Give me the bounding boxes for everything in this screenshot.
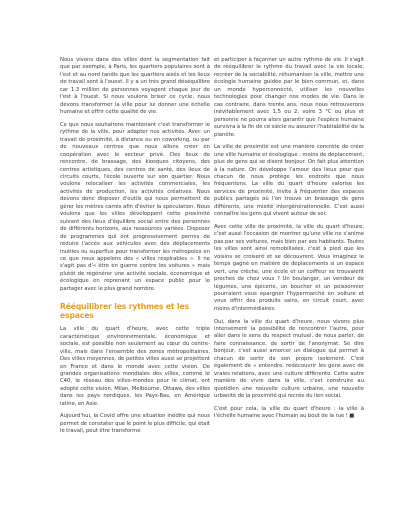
body-paragraph: Aujourd'hui, la Covid offre une situation inédite qui nous permet de constater que le point le plus difficile, qui était le travail, peut être transformé (60, 413, 210, 435)
left-text-column (60, 57, 210, 441)
body-paragraph: La ville du quart d'heure, avec cette triple caractéristique environnementale, économique et sociale, est possible non seulement au cœur du centre-ville, mais dans l'ensemble des zones métropolitaines. Des villes moyennes, de petites villes aussi se projettent en France et dans le monde avec cette vision. De grandes organisations mondiales des villes, comme le C40, le réseau des villes-mondes pour le climat, ont adopté cette vision. Milan, Melbourne, Ottawa, des villes dans les pays nordiques, les Pays-Bas, en Amérique latine, en Asie. (60, 326, 210, 407)
body-paragraph: Oui, dans la ville du quart d'heure, nous vivons plus intensément la possibilité de rencontrer l'autre, pour aller dans le sens du respect mutuel, de nous parler, de faire connaissance, de sortir de l'anonymat. Se dire bonjour, c'est aussi amorcer un dialogue qui permet à chacun de sortir de son propre isolement. C'est également de « entendre, redécouvrir les gens avec de vraies relations, avec une culture différente. Cette autre manière de vivre dans la ville, c'est construire au quotidien une nouvelle culture urbaine, une nouvelle urbanité de la proximité qui recrée du lien social. (214, 318, 364, 400)
body-paragraph: La ville de proximité est une manière concrète de créer une ville humaine et écologique : moins de déplacement, plus de gens qui se disent bonjour. On fait plus attention à la nature. On développe l'amour des lieux pour que chacun de nous protège les endroits que nous fréquentons. La ville du quart d'heure valorise les services de proximité, invite à fréquenter des espaces publics partagés où l'on trouve un brassage de gens différents, une mixité intergénérationnelle. C'est aussi connaître les gens qui vivent autour de soi. (214, 144, 364, 218)
body-paragraph: C'est pour cela, la ville du quart d'heure : la ville à l'échelle humaine avec l'humain au bout de la rue ! ■ (214, 405, 364, 420)
right-text-column (214, 57, 364, 426)
body-paragraph: Ce que nous souhaitons maintenant c'est transformer le rythme de la ville, pour adapter nos activités. Avec un travail de proximité, à distance ou en coworking, ou par de nouveaux centres que nous allons créer en coopération avec le secteur privé. Des lieux de rencontre, de brassage, des kiosques citoyens, des centres artistiques, des centres de santé, des lieux de circuits courts, l'école ouverte sur son quartier. Nous voulons relocaliser les activités commerciales, les activités de production, les activités créatives. Nous devons donc disposer d'outils qui nous permettent de gérer les mètres carrés afin d'éviter la spéculation. Nous voulons que les villes développent cette proximité suivant des lieux d'équilibre social entre des personnes de différents horizons, aux ressources variées. Disposer de programmes qui ont progressivement permis de réduire l'accès aux véhicules avec des déplacements inutiles ou superflus pour transformer les métropoles en ce que nous appelons des « villes respirables ». Il ne s'agit pas d'« être en guerre contre les voitures » mais plutôt de régénérer une activité sociale, économique et écologique en reprenant un espace public pour le partager avec le plus grand nombre. (60, 121, 210, 292)
body-paragraph: Avec cette ville de proximité, la ville du quart d'heure, c'est aussi l'occasion de montrer qu'une ville ne s'anime pas par ses voitures, mais bien par ses habitants. Toutes les villes sont ainsi remobilisées, c'est à pied que les voisins se croisent et se découvrent. Vous imaginez le temps gagné en matière de déplacements si un espace vert, une crèche, une école et un coiffeur se trouvaient proches de chez vous ? Un boulanger, un vendeur de légumes, une épicerie, un boucher et un poissonnier pourraient vous épargner l'hypermarché en voiture et vous offrir des produits sains, en circuit court, avec moins d'intermédiaires. (214, 223, 364, 312)
body-paragraph: et participer à façonner un autre rythme de vie. Il s'agit de rééquilibrer le rythme du travail avec la vie locale, recréer de la sociabilité, réhumaniser la ville, mettre une écologie humaine guidée par le bien commun, et, dans un monde hyperconnecté, utiliser les nouvelles technologies pour changer nos modes de vie. Dans le cas contraire, dans trente ans, nous nous retrouverons inévitablement avec 1,5 ou 2, voire 3 °C ou plus et personne ne pourra alors garantir que l'espèce humaine survivra à la fin de ce siècle ou assurer l'habitabilité de la planète. (214, 57, 364, 138)
body-paragraph: Nous vivons dans des villes dont la segmentation fait que par exemple, à Paris, les quartiers populaires sont à l'est et au nord tandis que les quartiers aisés et les lieux de travail sont à l'ouest. Il y a un très grand déséquilibre car 1,3 million de personnes voyagent chaque jour de l'est à l'ouest. Si nous voulons briser ce cycle, nous devons transformer la ville pour lui donner une échelle humaine et offrir cette qualité de vie. (60, 57, 210, 116)
section-heading: Rééquilibrer les rythmes et les espaces (60, 302, 189, 321)
